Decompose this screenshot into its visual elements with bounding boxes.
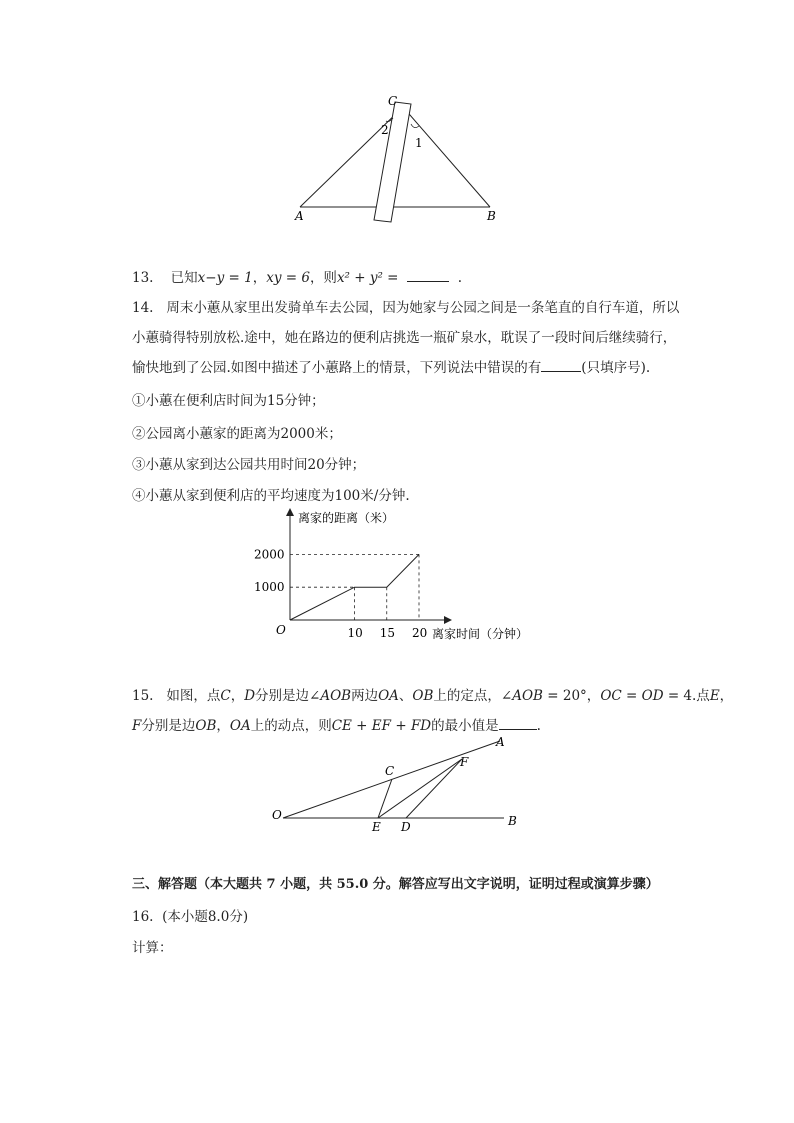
t: OA bbox=[378, 688, 399, 704]
q16-prompt: 计算： bbox=[132, 940, 173, 956]
q13-sep: ， bbox=[252, 270, 267, 286]
t: ， bbox=[216, 718, 230, 734]
option-3: ③小蕙从家到达公园共用时间20分钟； bbox=[132, 457, 366, 473]
t: = bbox=[621, 688, 642, 704]
section-3-title: 三、解答题（本大题共 7 小题，共 55.0 分。解答应写出文字说明，证明过程或演算步骤） bbox=[132, 877, 659, 892]
label-E: E bbox=[372, 820, 381, 833]
question-14-line1 bbox=[132, 296, 679, 316]
question-15-line1 bbox=[132, 684, 733, 704]
t: AOB bbox=[320, 688, 352, 704]
t: 如图，点 bbox=[166, 688, 221, 704]
t: + bbox=[351, 718, 372, 734]
y-tick-1000: 1000 bbox=[254, 580, 285, 595]
x-tick-15: 15 bbox=[379, 626, 396, 640]
t: OD bbox=[641, 688, 664, 704]
q13-mid: ，则 bbox=[309, 270, 337, 286]
question-15-line2 bbox=[132, 714, 541, 734]
t: OC bbox=[600, 688, 622, 704]
label-C: C bbox=[385, 764, 395, 778]
t: D bbox=[244, 688, 256, 704]
label-O: O bbox=[272, 808, 282, 822]
t: OB bbox=[412, 688, 434, 704]
t: + bbox=[391, 718, 411, 734]
question-13 bbox=[132, 266, 462, 286]
q16-number: 16. bbox=[132, 909, 154, 925]
option-1: ①小蕙在便利店时间为15分钟； bbox=[132, 393, 325, 409]
q14-number: 14. bbox=[132, 300, 154, 316]
t: = 4.点 bbox=[663, 688, 710, 704]
q13-eq1: x−y = 1 bbox=[197, 270, 253, 286]
t: E bbox=[709, 688, 720, 704]
label-2: 2 bbox=[381, 123, 389, 137]
answer-blank[interactable] bbox=[541, 359, 581, 372]
question-14-line3 bbox=[132, 356, 650, 376]
triangle-ruler-figure bbox=[280, 90, 510, 230]
question-14-line2: 小蕙骑得特别放松.途中，她在路边的便利店挑选一瓶矿泉水，耽误了一段时间后继续骑行， bbox=[132, 330, 677, 346]
answer-blank[interactable] bbox=[499, 717, 537, 730]
answer-blank[interactable] bbox=[407, 269, 449, 282]
origin-label: O bbox=[276, 623, 286, 637]
distance-time-chart bbox=[250, 505, 550, 650]
t: ， bbox=[719, 688, 734, 704]
t: 上的动点，则 bbox=[250, 718, 332, 734]
label-D: D bbox=[401, 820, 411, 833]
t: OA bbox=[229, 718, 251, 734]
t: 上的定点，∠ bbox=[433, 688, 513, 704]
label-F: F bbox=[460, 755, 469, 769]
q13-eq2: xy = 6 bbox=[266, 270, 310, 286]
t: 分别是边∠ bbox=[255, 688, 321, 704]
angle-aob-figure bbox=[268, 733, 528, 833]
label-C: C bbox=[388, 94, 398, 108]
q13-pre: 已知 bbox=[170, 270, 198, 286]
t: ， bbox=[230, 688, 245, 704]
t: F bbox=[132, 718, 142, 734]
question-16 bbox=[132, 905, 248, 925]
label-A: A bbox=[496, 735, 505, 749]
t: EF bbox=[371, 718, 392, 734]
q13-number: 13. bbox=[132, 270, 154, 286]
x-tick-10: 10 bbox=[347, 626, 363, 640]
t: 、 bbox=[398, 688, 413, 704]
t: AOB bbox=[512, 688, 543, 704]
t: 两边 bbox=[351, 688, 379, 704]
t: FD bbox=[410, 718, 432, 734]
label-B: B bbox=[487, 209, 496, 223]
q13-eq3: x² + y² = bbox=[336, 270, 399, 286]
t: 的最小值是 bbox=[431, 718, 499, 734]
label-1: 1 bbox=[415, 136, 423, 150]
t: 分别是边 bbox=[141, 718, 196, 734]
label-B: B bbox=[508, 814, 517, 828]
t: C bbox=[220, 688, 231, 704]
y-tick-2000: 2000 bbox=[254, 547, 285, 562]
t: = 20°， bbox=[542, 688, 601, 704]
label-A: A bbox=[295, 209, 304, 223]
q13-end: . bbox=[457, 270, 462, 286]
t: OB bbox=[195, 718, 217, 734]
option-4: ④小蕙从家到便利店的平均速度为100米/分钟. bbox=[132, 488, 410, 504]
q16-score: (本小题8.0分) bbox=[162, 909, 249, 925]
q14-line1: 周末小蕙从家里出发骑单车去公园，因为她家与公园之间是一条笔直的自行车道，所以 bbox=[166, 300, 680, 316]
t: . bbox=[536, 718, 541, 734]
q14-line3a: 愉快地到了公园.如图中描述了小蕙路上的情景，下列说法中错误的有 bbox=[132, 360, 542, 376]
option-2: ②公园离小蕙家的距离为2000米； bbox=[132, 426, 342, 442]
q14-line3b: (只填序号). bbox=[581, 360, 651, 376]
q15-number: 15. bbox=[132, 688, 154, 704]
y-axis-label: 离家的距离（米） bbox=[298, 511, 395, 525]
t: CE bbox=[331, 718, 352, 734]
x-tick-20: 20 bbox=[412, 626, 428, 640]
x-axis-label: 离家时间（分钟） bbox=[432, 627, 529, 641]
